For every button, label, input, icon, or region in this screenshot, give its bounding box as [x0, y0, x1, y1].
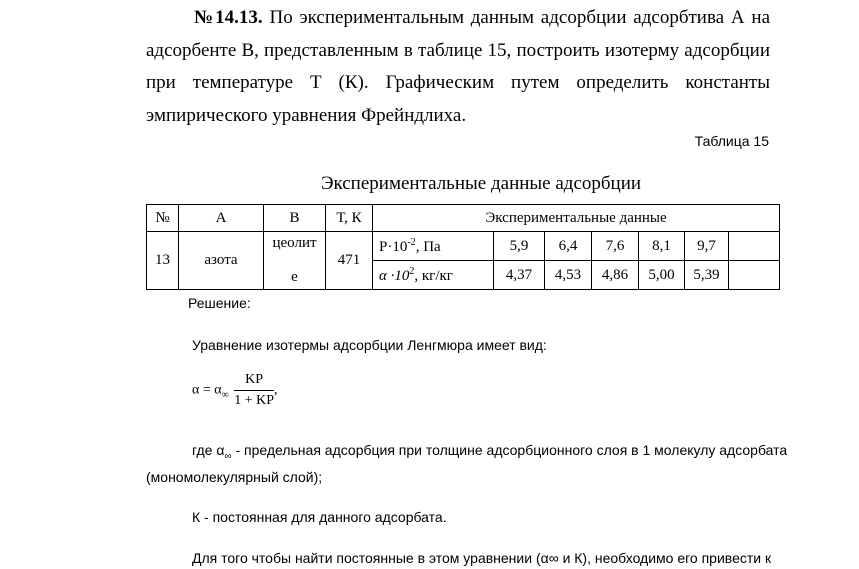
table-header-row — [147, 205, 780, 232]
pressure-value: 7,6 — [592, 232, 639, 261]
formula-denominator: 1 + KP — [234, 393, 275, 408]
pressure-value: 8,1 — [639, 232, 685, 261]
table-row — [147, 232, 780, 261]
adsorption-value: 4,86 — [592, 261, 639, 290]
table-title: Экспериментальные данные адсорбции — [320, 173, 642, 194]
adsorption-value — [729, 261, 780, 290]
langmuir-intro: Уравнение изотермы адсорбции Ленгмюра имеет вид: — [192, 337, 547, 353]
formula-comma: , — [274, 382, 278, 398]
header-a: А — [179, 205, 264, 232]
cell-temperature: 471 — [326, 232, 373, 290]
pressure-value: 5,9 — [494, 232, 545, 261]
adsorption-value: 5,00 — [639, 261, 685, 290]
data-table — [146, 204, 780, 290]
formula-fraction — [234, 372, 274, 409]
header-experimental-data: Экспериментальные данные — [373, 205, 780, 232]
adsorption-label: $\alpha \cdot 10^2$, кг/кг — [373, 261, 494, 290]
k-definition: К - постоянная для данного адсорбата. — [192, 509, 447, 525]
solution-heading: Решение: — [188, 295, 251, 311]
problem-line-3: при температуре Т (К). Графическим путем определить константы — [146, 72, 770, 93]
adsorption-value: 4,37 — [494, 261, 545, 290]
pressure-value — [729, 232, 780, 261]
problem-line-2: адсорбенте В, представленным в таблице 15, построить изотерму адсорбции — [146, 39, 770, 61]
solution-last-line: Для того чтобы найти постоянные в этом уравнении (α∞ и К), необходимо его привести к — [192, 550, 772, 566]
formula-infinity: ∞ — [221, 389, 229, 401]
problem-line-1: По экспериментальным данным адсорбции адсорбтива А на — [269, 7, 771, 28]
langmuir-formula — [192, 372, 278, 409]
problem-statement — [146, 2, 770, 132]
where-definition-line-2: (мономолекулярный слой); — [146, 469, 323, 485]
where-definition: где $\alpha_\infty$ - предельная адсорбция при толщине адсорбционного слоя в 1 молекулу адсорбата — [192, 442, 788, 462]
header-number: № — [147, 205, 179, 232]
adsorbent-line-1: цеолит — [272, 235, 317, 251]
adsorption-value: 4,53 — [545, 261, 592, 290]
pressure-label: $P\cdot 10^{-2}$, Па — [373, 232, 494, 261]
adsorption-value: 5,39 — [685, 261, 729, 290]
formula-numerator: KP — [234, 372, 274, 391]
cell-number: 13 — [147, 232, 179, 290]
cell-adsorptive: азота — [179, 232, 264, 290]
problem-line-4: эмпирического уравнения Фрейндлиха. — [146, 104, 467, 126]
header-b: В — [264, 205, 326, 232]
cell-adsorbent — [264, 232, 326, 290]
adsorbent-line-2: е — [291, 269, 298, 285]
pressure-value: 6,4 — [545, 232, 592, 261]
pressure-value: 9,7 — [685, 232, 729, 261]
header-t: Т, К — [326, 205, 373, 232]
formula-lhs: α = α — [192, 382, 222, 398]
problem-number: №14.13. — [192, 7, 263, 28]
table-label: Таблица 15 — [694, 133, 769, 149]
